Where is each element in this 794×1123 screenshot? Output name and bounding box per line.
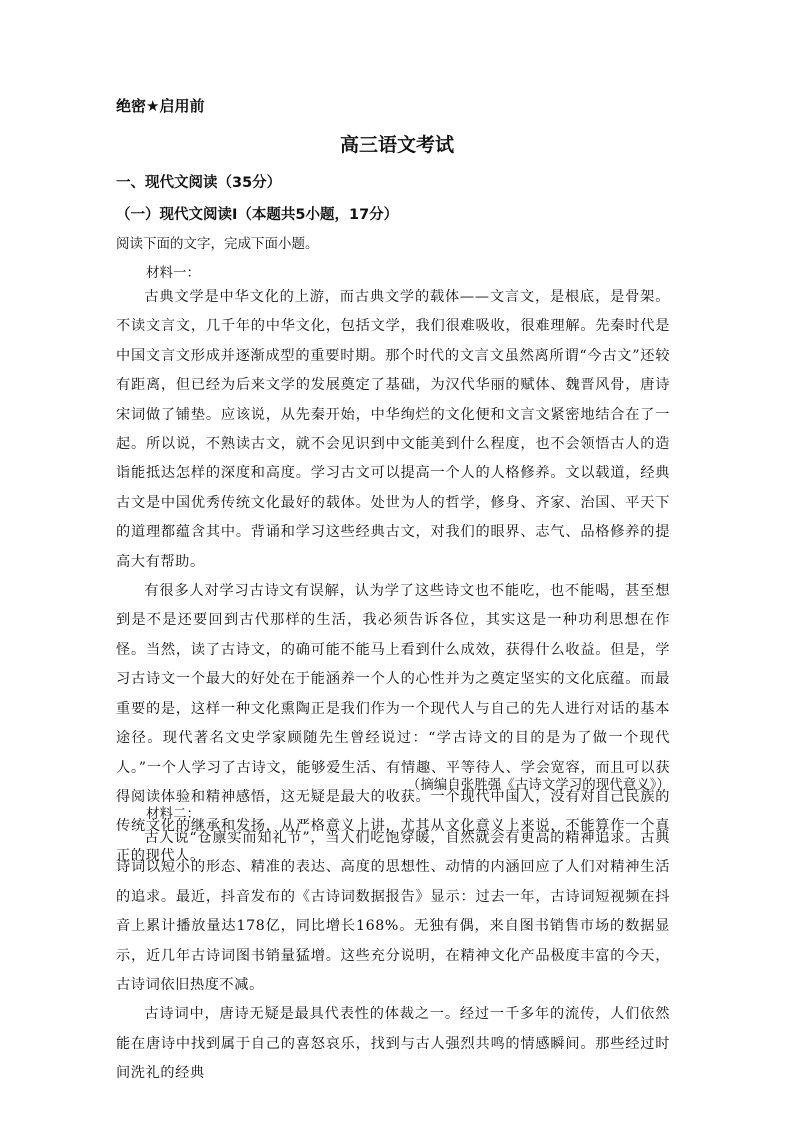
reading-instruction: 阅读下面的文字，完成下面小题。: [116, 236, 319, 252]
material-one-paragraph-1: 古典文学是中华文化的上游，而古典文学的载体——文言文，是根底，是骨架。不读文言文，几千年的中华文化，包括文学，我们很难吸收，很难理解。先秦时代是中国文言文形成并逐渐成型的重要时期。那个时代的文言文虽然离所谓“今古文”还较有距离，但已经为后来文学的发展奠定了基础，为汉代华丽的赋体、魏晋风骨，唐诗宋词做了铺垫。应该说，从先秦开始，中华绚烂的文化便和文言文紧密地结合在了一起。所以说，不熟读古文，就不会见识到中文能美到什么程度，也不会领悟古人的造诣能抵达怎样的深度和高度。学习古文可以提高一个人的人格修养。文以载道，经典古文是中国优秀传统文化最好的载体。处世为人的哲学，修身、齐家、治国、平天下的道理都蕴含其中。背诵和学习这些经典古文，对我们的眼界、志气、品格修养的提高大有帮助。: [116, 289, 670, 570]
material-one-label: 材料一：: [146, 265, 200, 281]
material-two-paragraph-2: 古诗词中，唐诗无疑是最具代表性的体裁之一。经过一千多年的流传，人们依然能在唐诗中找到属于自己的喜怒哀乐，找到与古人强烈共鸣的情感瞬间。那些经过时间洗礼的经典: [116, 1006, 670, 1082]
material-one-paragraph-2: 有很多人对学习古诗文有误解，认为学了这些诗文也不能吃，也不能喝，甚至想到是不是还要回到古代那样的生活，我必须告诉各位，其实这是一种功利思想在作怪。当然，读了古诗文，的确可能不能马上看到什么成效，获得什么收益。但是，学习古诗文一个最大的好处在于能涵养一个人的心性并为之奠定坚实的文化底蕴。而最重要的是，这样一种文化熏陶正是我们作为一个现代人与自己的先人进行对话的基本途径。现代著名文史学家顾随先生曾经说过：“学古诗文的目的是为了做一个现代人。”一个人学习了古诗文，能够爱生活、有情趣、平等待人、学会宽容，而且可以获得阅读体验和精神感悟，这无疑是最大的收获。一个现代中国人，没有对自己民族的传统文化的继承和发扬，从严格意义上讲，尤其从文化意义上来说，不能算作一个真正的现代人。: [116, 583, 670, 864]
material-one-source: （摘编自张胜强《古诗文学习的现代意义》）: [406, 777, 670, 793]
material-two-paragraph-1: 古人说“仓廪实而知礼节”，当人们吃饱穿暖，自然就会有更高的精神追求。古典诗词以短小的形态、精准的表达、高度的思想性、动情的内涵回应了人们对精神生活的追求。最近，抖音发布的《古诗词数据报告》显示：过去一年，古诗词短视频在抖音上累计播放量达178亿，同比增长168%。无独有偶，来自图书销售市场的数据显示，近几年古诗词图书销量猛增。这些充分说明，在精神文化产品极度丰富的今天，古诗词依旧热度不减。: [116, 830, 670, 994]
material-two-label: 材料二：: [146, 806, 200, 822]
section-heading: 一、现代文阅读（35分）: [116, 175, 282, 191]
material-two-body: [116, 824, 670, 1089]
confidential-label: 绝密★启用前: [116, 97, 205, 115]
subsection-heading: （一）现代文阅读Ⅰ（本题共5小题，17分）: [116, 207, 399, 223]
page-title: 高三语文考试: [339, 134, 454, 156]
